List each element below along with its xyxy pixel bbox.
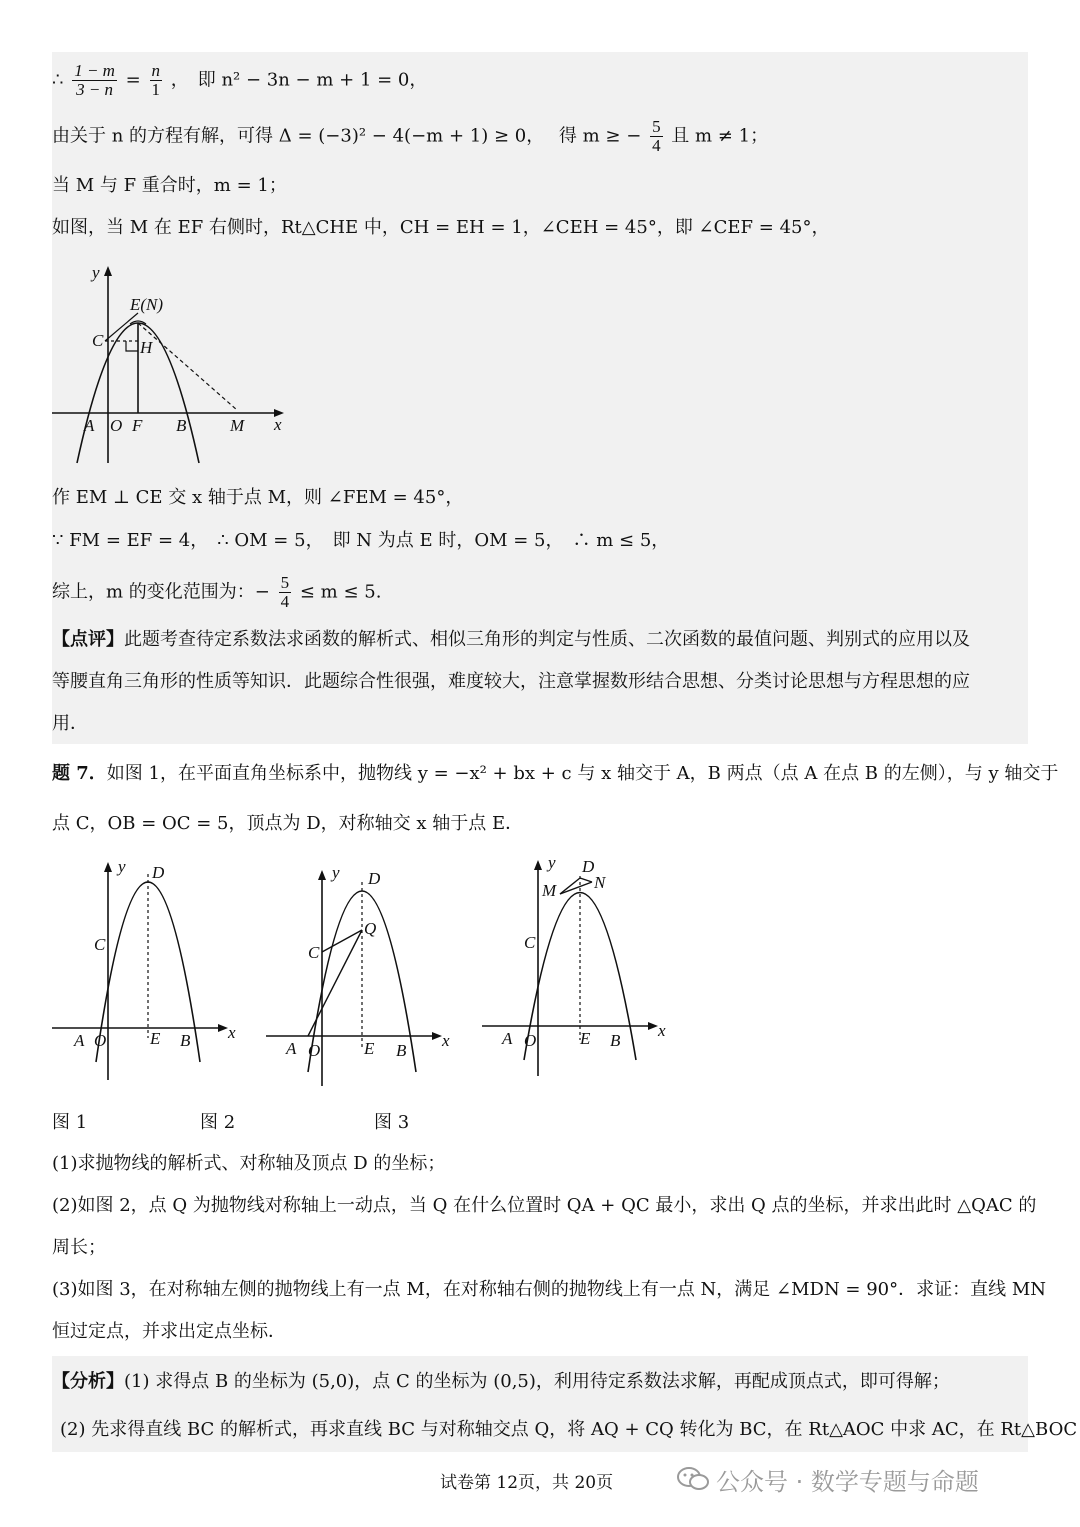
figure-caption-3: 图 3 bbox=[374, 1112, 410, 1133]
label-C: C bbox=[92, 331, 104, 350]
label-D: D bbox=[582, 857, 595, 876]
y-axis-arrow bbox=[534, 860, 542, 870]
y-axis-arrow bbox=[104, 266, 112, 276]
watermark: 公众号 · 数学专题与命题 bbox=[716, 1468, 979, 1496]
fraction: $\frac{1 - m}{3 - n}$ bbox=[74, 61, 115, 99]
label-x: x bbox=[442, 1031, 450, 1050]
solution-line-7: 综上，m 的变化范围为：− $\frac{5}{4}$ ≤ m ≤ 5. bbox=[52, 573, 382, 611]
solution-line-5: 作 EM ⊥ CE 交 x 轴于点 M，则 ∠FEM = 45°， bbox=[52, 487, 464, 508]
comment-line-2: 等腰直角三角形的性质等知识．此题综合性很强，难度较大，注意掌握数形结合思想、分类讨论思想与方程思想的应 bbox=[52, 671, 970, 692]
label-y: y bbox=[92, 263, 100, 282]
label-y: y bbox=[548, 853, 556, 872]
fraction: $\frac{n}{1}$ bbox=[151, 61, 160, 99]
label-B: B bbox=[180, 1031, 191, 1050]
label-B: B bbox=[610, 1031, 621, 1050]
y-axis-arrow bbox=[318, 870, 326, 880]
label-x: x bbox=[658, 1021, 666, 1040]
solution-line-4: 如图，当 M 在 EF 右侧时，Rt△CHE 中，CH = EH = 1，∠CEH = 45°，即 ∠CEF = 45°， bbox=[52, 217, 830, 238]
analysis-line-2: (2) 先求得直线 BC 的解析式，再求直线 BC 与对称轴交点 Q，将 AQ + CQ 转化为 BC，在 Rt△AOC 中求 AC，在 Rt△BOC bbox=[60, 1419, 1078, 1440]
comment-line-3: 用． bbox=[52, 713, 88, 734]
label-B: B bbox=[396, 1041, 407, 1060]
label-C: C bbox=[524, 933, 536, 952]
label-D: D bbox=[368, 869, 381, 888]
wechat-icon bbox=[676, 1466, 710, 1492]
part-2-line-2: 周长； bbox=[52, 1237, 106, 1258]
figure-caption-2: 图 2 bbox=[200, 1112, 236, 1133]
x-axis-arrow bbox=[432, 1032, 442, 1040]
analysis-line-1: 【分析】(1) 求得点 B 的坐标为 (5,0)，点 C 的坐标为 (0,5)，利用待定系数法求解，再配成顶点式，即可得解； bbox=[52, 1371, 950, 1392]
label-Q: Q bbox=[364, 919, 377, 938]
page-number: 试卷第 12页，共 20页 bbox=[440, 1473, 614, 1493]
comment-line-1: 【点评】此题考查待定系数法求函数的解析式、相似三角形的判定与性质、二次函数的最值问题、判别式的应用以及 bbox=[52, 629, 970, 650]
solution-line-6: ∵ FM = EF = 4， ∴ OM = 5， 即 N 为点 E 时，OM = 5， ∴ m ≤ 5， bbox=[52, 530, 670, 551]
question-line-1: 题 7．如图 1，在平面直角坐标系中，抛物线 y = −x² + bx + c 与 x 轴交于 A，B 两点（点 A 在点 B 的左侧），与 y 轴交于 bbox=[52, 763, 1059, 784]
label-O: O bbox=[524, 1031, 537, 1050]
fraction: $\frac{5}{4}$ bbox=[280, 573, 290, 611]
fraction: $\frac{5}{4}$ bbox=[652, 117, 661, 155]
label-A: A bbox=[502, 1029, 513, 1048]
label-A: A bbox=[286, 1039, 297, 1058]
solution-line-2: 由关于 n 的方程有解，可得 Δ = (−3)² − 4(−m + 1) ≥ 0， 得 m ≥ − $\frac{5}{4}$ 且 m ≠ 1； bbox=[52, 117, 769, 155]
label-M: M bbox=[542, 881, 557, 900]
x-axis-arrow bbox=[648, 1022, 658, 1030]
label-D: D bbox=[152, 863, 165, 882]
label-H: H bbox=[140, 338, 153, 357]
label-E: E bbox=[150, 1029, 161, 1048]
label-y: y bbox=[332, 863, 340, 882]
label-O: O bbox=[94, 1031, 107, 1050]
figure-caption-1: 图 1 bbox=[52, 1112, 88, 1133]
label-x: x bbox=[228, 1023, 236, 1042]
label-F: F bbox=[132, 416, 143, 435]
question-line-2: 点 C，OB = OC = 5，顶点为 D，对称轴交 x 轴于点 E． bbox=[52, 813, 524, 834]
label-M: M bbox=[230, 416, 245, 435]
segment-DM bbox=[560, 878, 580, 894]
label-N: N bbox=[594, 873, 606, 892]
label-B: B bbox=[176, 416, 187, 435]
figure-2 bbox=[266, 860, 466, 1092]
label-x: x bbox=[274, 415, 282, 434]
segment-MN bbox=[560, 882, 592, 894]
figure-3 bbox=[482, 850, 682, 1082]
label-A: A bbox=[84, 416, 95, 435]
right-angle-mark bbox=[126, 341, 138, 351]
part-1: (1)求抛物线的解析式、对称轴及顶点 D 的坐标； bbox=[52, 1153, 446, 1174]
label-E: E bbox=[580, 1029, 591, 1048]
part-3-line-2: 恒过定点，并求出定点坐标． bbox=[52, 1321, 286, 1342]
part-3-line-1: (3)如图 3，在对称轴左侧的抛物线上有一点 M，在对称轴右侧的抛物线上有一点 N，满足 ∠MDN = 90°．求证：直线 MN bbox=[52, 1279, 1047, 1300]
x-axis-arrow bbox=[218, 1024, 228, 1032]
y-axis-arrow bbox=[104, 862, 112, 872]
figure-top bbox=[52, 258, 302, 470]
segment-EM bbox=[138, 323, 237, 410]
label-E: E(N) bbox=[130, 295, 164, 314]
segment-CE bbox=[105, 313, 138, 341]
solution-line-3: 当 M 与 F 重合时，m = 1； bbox=[52, 175, 287, 196]
label-C: C bbox=[308, 943, 320, 962]
label-E: E bbox=[364, 1039, 375, 1058]
label-O: O bbox=[110, 416, 123, 435]
part-2-line-1: (2)如图 2，点 Q 为抛物线对称轴上一动点，当 Q 在什么位置时 QA + QC 最小，求出 Q 点的坐标，并求出此时 △QAC 的 bbox=[52, 1195, 1037, 1216]
solution-line-1: ∴ $\frac{1 - m}{3 - n}$ = $\frac{n}{1}$ ， 即 n² − 3n − m + 1 = 0， bbox=[52, 61, 428, 99]
figure-1 bbox=[52, 852, 252, 1084]
label-C: C bbox=[94, 935, 106, 954]
label-y: y bbox=[118, 857, 126, 876]
segment-DN bbox=[580, 878, 592, 882]
label-O: O bbox=[308, 1041, 321, 1060]
label-A: A bbox=[74, 1031, 85, 1050]
